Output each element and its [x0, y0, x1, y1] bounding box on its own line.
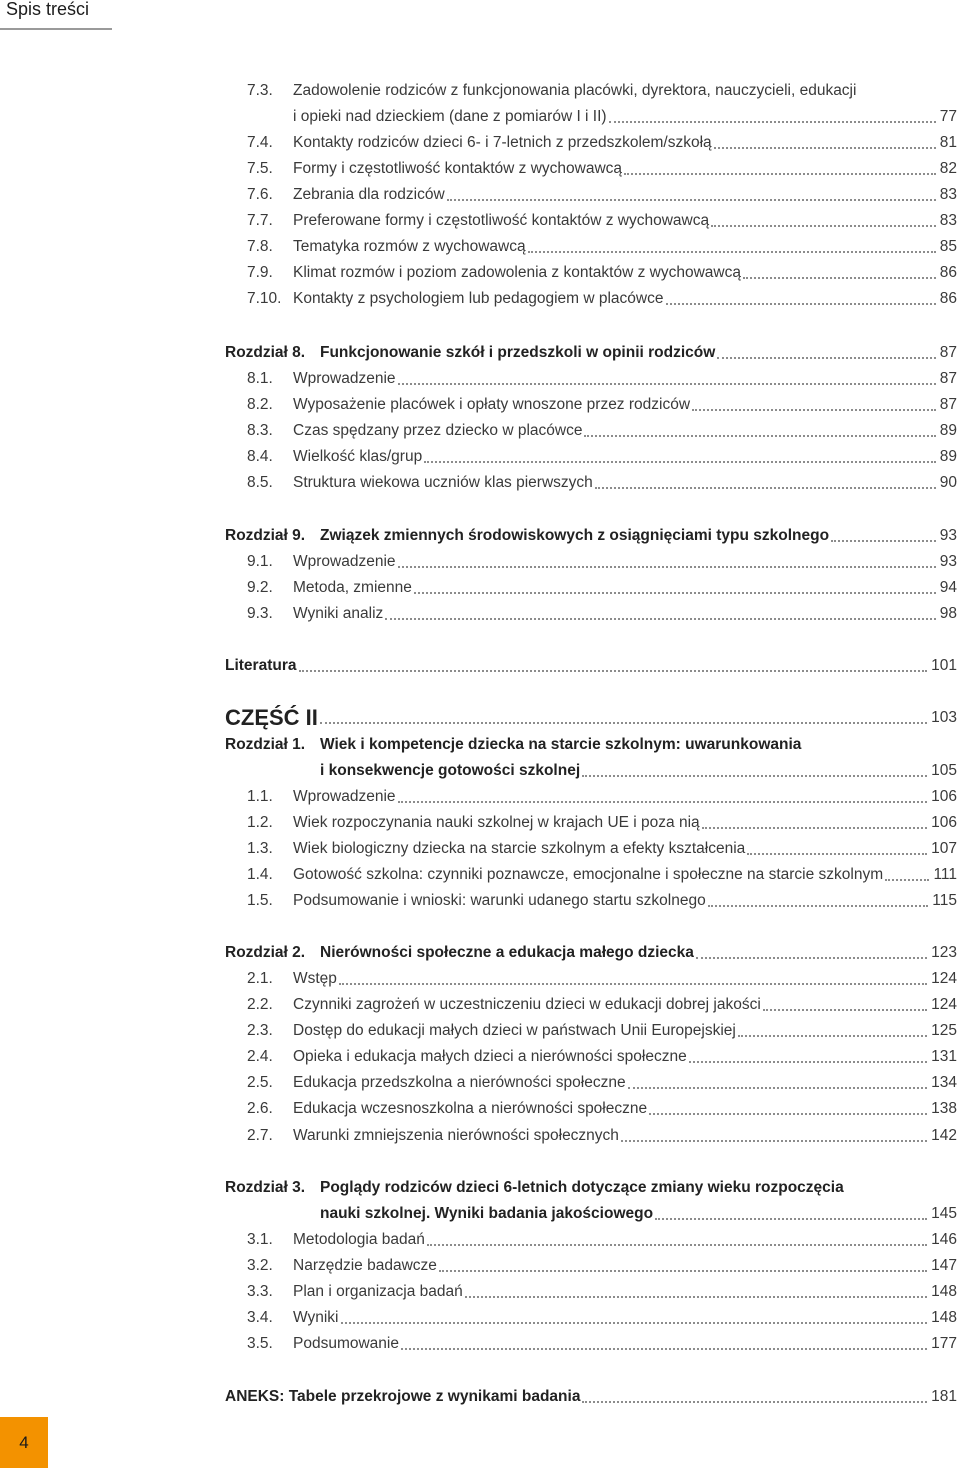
toc-page-number: 107: [931, 840, 957, 857]
header-title: Spis treści: [6, 0, 90, 19]
toc-page-number: 89: [939, 422, 957, 439]
dot-leader: [414, 591, 936, 594]
dot-leader: [747, 852, 927, 855]
toc-number: 9.3.: [247, 605, 273, 622]
toc-page-number: 103: [931, 709, 957, 726]
toc-title: Podsumowanie i wnioski: warunki udanego startu szkolnego: [293, 892, 706, 909]
toc-number: 3.4.: [247, 1309, 273, 1326]
dot-leader: [714, 146, 936, 149]
toc-section-row: [247, 204, 957, 230]
toc-title: Czas spędzany przez dziecko w placówce: [293, 422, 583, 439]
dot-leader: [609, 120, 936, 123]
toc-number: 1.2.: [247, 814, 273, 831]
toc-section-row: [247, 545, 957, 571]
toc-section-row: [247, 858, 957, 884]
dot-leader: [584, 434, 935, 437]
toc-section-row: [247, 1249, 957, 1275]
toc-title: Podsumowanie: [293, 1335, 399, 1352]
toc-page-number: 124: [931, 996, 957, 1013]
toc-page-number: 177: [931, 1335, 957, 1352]
toc-title: Wiek i kompetencje dziecka na starcie szkolnym: uwarunkowania: [320, 736, 802, 753]
toc-number: 8.1.: [247, 370, 273, 387]
toc-section-row: [247, 1014, 957, 1040]
toc-number: 3.2.: [247, 1257, 273, 1274]
toc-title-continuation: nauki szkolnej. Wyniki badania jakościowego: [320, 1205, 654, 1222]
dot-leader: [763, 1008, 927, 1011]
toc-number: 1.4.: [247, 866, 273, 883]
toc-title: Związek zmiennych środowiskowych z osiągnięciami typu szkolnego: [320, 527, 830, 544]
toc-number: 7.5.: [247, 160, 273, 177]
toc-page-number: 90: [939, 474, 957, 491]
toc-section-row: [247, 152, 957, 178]
toc-title: Literatura: [225, 657, 297, 674]
dot-leader: [711, 224, 936, 227]
toc-title: CZĘŚĆ II: [225, 705, 318, 730]
toc-number: Rozdział 2.: [225, 944, 306, 961]
toc-title: Preferowane formy i częstotliwość kontaktów z wychowawcą: [293, 212, 710, 229]
toc-chapter-row: [225, 1171, 957, 1197]
toc-section-row: [247, 988, 957, 1014]
toc-page-number: 82: [939, 160, 957, 177]
toc-number: 9.2.: [247, 579, 273, 596]
toc-title: Dostęp do edukacji małych dzieci w państwach Unii Europejskiej: [293, 1022, 736, 1039]
toc-section-row: [293, 100, 957, 126]
toc-section-row: [247, 414, 957, 440]
toc-title: Kontakty rodziców dzieci 6- i 7-letnich z przedszkolem/szkołą: [293, 134, 712, 151]
dot-leader: [624, 172, 936, 175]
toc-section-row: [247, 178, 957, 204]
dot-leader: [465, 1295, 927, 1298]
toc-title: Klimat rozmów i poziom zadowolenia z kontaktów z wychowawcą: [293, 264, 741, 281]
dot-leader: [621, 1139, 927, 1142]
toc-page-number: 106: [931, 788, 957, 805]
toc-number: Rozdział 8.: [225, 344, 306, 361]
toc-number: 2.1.: [247, 970, 273, 987]
toc-page-number: 83: [939, 212, 957, 229]
toc-chapter-row: [225, 336, 957, 362]
toc-title: Edukacja wczesnoszkolna a nierówności społeczne: [293, 1100, 648, 1117]
toc-number: 7.10.: [247, 290, 282, 307]
toc-number: 7.9.: [247, 264, 273, 281]
toc-number: 8.5.: [247, 474, 273, 491]
toc-section-row: [247, 230, 957, 256]
toc-number: 8.2.: [247, 396, 273, 413]
dot-leader: [427, 1243, 927, 1246]
toc-page-number: 147: [931, 1257, 957, 1274]
toc-chapter-row: [225, 936, 957, 962]
toc-section-row: [247, 126, 957, 152]
dot-leader: [582, 1400, 927, 1403]
toc-title: Plan i organizacja badań: [293, 1283, 463, 1300]
toc-section-row: [247, 1301, 957, 1327]
toc-section-row: [247, 388, 957, 414]
dot-leader: [320, 721, 927, 724]
toc-title: Tematyka rozmów z wychowawcą: [293, 238, 526, 255]
toc-section-row: [247, 466, 957, 492]
toc-section-row: [247, 1327, 957, 1353]
header-rule: [0, 28, 112, 30]
dot-leader: [649, 1112, 927, 1115]
dot-leader: [702, 826, 927, 829]
dot-leader: [738, 1034, 927, 1037]
toc-number: 7.3.: [247, 82, 273, 99]
toc-number: 7.8.: [247, 238, 273, 255]
toc-title-continuation: i opieki nad dzieckiem (dane z pomiarów I i II): [293, 108, 607, 125]
dot-leader: [666, 302, 936, 305]
toc-section-row: [247, 832, 957, 858]
toc-title: Poglądy rodziców dzieci 6-letnich dotyczące zmiany wieku rozpoczęcia: [320, 1179, 844, 1196]
toc-title: Funkcjonowanie szkół i przedszkoli w opinii rodziców: [320, 344, 716, 361]
page-number-box: [0, 1417, 48, 1468]
toc-page-number: 105: [931, 762, 957, 779]
toc-title: Opieka i edukacja małych dzieci a nierówności społeczne: [293, 1048, 687, 1065]
toc-number: 8.3.: [247, 422, 273, 439]
toc-section-row: [247, 806, 957, 832]
toc-number: 9.1.: [247, 553, 273, 570]
toc-chapter-row: [225, 728, 957, 754]
toc-title: ANEKS: Tabele przekrojowe z wynikami badania: [225, 1388, 581, 1405]
toc-number: 7.6.: [247, 186, 273, 203]
toc-title: Struktura wiekowa uczniów klas pierwszych: [293, 474, 593, 491]
toc-page-number: 145: [931, 1205, 957, 1222]
dot-leader: [398, 800, 928, 803]
toc-page-number: 148: [931, 1309, 957, 1326]
toc-title: Wprowadzenie: [293, 370, 396, 387]
toc-page-number: 77: [939, 108, 957, 125]
toc-title: Wyniki analiz: [293, 605, 384, 622]
toc-page-number: 87: [939, 396, 957, 413]
toc-number: 2.6.: [247, 1100, 273, 1117]
dot-leader: [439, 1269, 927, 1272]
toc-number: 1.5.: [247, 892, 273, 909]
toc-section-row: [247, 1275, 957, 1301]
toc-number: 2.7.: [247, 1127, 273, 1144]
toc-page-number: 138: [931, 1100, 957, 1117]
toc-number: 7.4.: [247, 134, 273, 151]
toc-title: Nierówności społeczne a edukacja małego dziecka: [320, 944, 694, 961]
dot-leader: [708, 904, 929, 907]
dot-leader: [628, 1086, 928, 1089]
toc-page-number: 131: [931, 1048, 957, 1065]
toc-title: Metodologia badań: [293, 1231, 425, 1248]
dot-leader: [743, 276, 936, 279]
toc-title: Narzędzie badawcze: [293, 1257, 437, 1274]
toc-page-number: 115: [932, 892, 957, 909]
dot-leader: [831, 539, 936, 542]
toc-title: Wyposażenie placówek i opłaty wnoszone przez rodziców: [293, 396, 691, 413]
toc-page-number: 146: [931, 1231, 957, 1248]
toc-title: Wiek biologiczny dziecka na starcie szkolnym a efekty kształcenia: [293, 840, 746, 857]
toc-title: Formy i częstotliwość kontaktów z wychowawcą: [293, 160, 623, 177]
toc-number: 2.2.: [247, 996, 273, 1013]
toc-number: Rozdział 1.: [225, 736, 306, 753]
toc-title: Gotowość szkolna: czynniki poznawcze, emocjonalne i społeczne na starcie szkolnym: [293, 866, 884, 883]
toc-page-number: 98: [939, 605, 957, 622]
page-number: 4: [19, 1432, 29, 1452]
dot-leader: [692, 408, 936, 411]
toc-title: Edukacja przedszkolna a nierówności społeczne: [293, 1074, 626, 1091]
toc-number: 1.1.: [247, 788, 273, 805]
toc-number: Rozdział 9.: [225, 527, 306, 544]
dot-leader: [299, 669, 928, 672]
toc-page-number: 148: [931, 1283, 957, 1300]
toc-section-row: [247, 282, 957, 308]
toc-page-number: 93: [939, 553, 957, 570]
toc-page-number: 87: [939, 344, 957, 361]
toc-number: 7.7.: [247, 212, 273, 229]
toc-page-number: 86: [939, 290, 957, 307]
toc-page-number: 106: [931, 814, 957, 831]
toc-number: Rozdział 3.: [225, 1179, 306, 1196]
toc-page-number: 89: [939, 448, 957, 465]
toc-number: 3.3.: [247, 1283, 273, 1300]
dot-leader: [696, 956, 927, 959]
toc-title: Zadowolenie rodziców z funkcjonowania placówki, dyrektora, nauczycieli, edukacji: [293, 82, 857, 99]
toc-page-number: 123: [931, 944, 957, 961]
toc-number: 2.3.: [247, 1022, 273, 1039]
dot-leader: [717, 356, 935, 359]
toc-title: Zebrania dla rodziców: [293, 186, 445, 203]
dot-leader: [401, 1347, 927, 1350]
toc-section-row: [247, 571, 957, 597]
toc-page-number: 83: [939, 186, 957, 203]
dot-leader: [341, 1321, 928, 1324]
toc-page-number: 101: [931, 657, 957, 674]
toc-title: Czynniki zagrożeń w uczestniczeniu dzieci w edukacji dobrej jakości: [293, 996, 761, 1013]
toc-title: Wprowadzenie: [293, 553, 396, 570]
toc-number: 3.1.: [247, 1231, 273, 1248]
toc-page-number: 81: [939, 134, 957, 151]
dot-leader: [398, 382, 936, 385]
toc-section-row: [247, 362, 957, 388]
toc-chapter-row: [320, 1197, 957, 1223]
dot-leader: [885, 878, 929, 881]
toc-heading-row: [225, 1380, 957, 1406]
toc-number: 1.3.: [247, 840, 273, 857]
toc-number: 2.4.: [247, 1048, 273, 1065]
toc-page-number: 86: [939, 264, 957, 281]
toc-section-row: [247, 962, 957, 988]
toc-section-row: [247, 1066, 957, 1092]
toc-section-row: [247, 1119, 957, 1145]
toc-heading-row: [225, 649, 957, 675]
toc-title: Metoda, zmienne: [293, 579, 412, 596]
toc-title: Wielkość klas/grup: [293, 448, 423, 465]
toc-chapter-row: [225, 519, 957, 545]
toc-page-number: 87: [939, 370, 957, 387]
toc-heading-row: [225, 701, 957, 730]
dot-leader: [447, 198, 936, 201]
toc-section-row: [247, 780, 957, 806]
toc-title-continuation: i konsekwencje gotowości szkolnej: [320, 762, 581, 779]
dot-leader: [385, 617, 935, 620]
toc-title: Kontakty z psychologiem lub pedagogiem w placówce: [293, 290, 664, 307]
toc-page-number: 181: [931, 1388, 957, 1405]
toc-section-row: [247, 74, 957, 100]
toc-chapter-row: [320, 754, 957, 780]
dot-leader: [582, 774, 927, 777]
toc-section-row: [247, 1040, 957, 1066]
dot-leader: [689, 1060, 927, 1063]
dot-leader: [424, 460, 936, 463]
toc-section-row: [247, 256, 957, 282]
toc-page-number: 124: [931, 970, 957, 987]
toc-page-number: 134: [931, 1074, 957, 1091]
toc-section-row: [247, 1092, 957, 1118]
toc-section-row: [247, 884, 957, 910]
toc-page-number: 85: [939, 238, 957, 255]
toc-section-row: [247, 597, 957, 623]
toc-title: Wstęp: [293, 970, 337, 987]
toc-page-number: 142: [931, 1127, 957, 1144]
toc-title: Warunki zmniejszenia nierówności społecznych: [293, 1127, 619, 1144]
dot-leader: [595, 486, 936, 489]
toc-title: Wprowadzenie: [293, 788, 396, 805]
toc-page-number: 94: [939, 579, 957, 596]
dot-leader: [655, 1217, 927, 1220]
toc-page-number: 93: [939, 527, 957, 544]
toc-title: Wyniki: [293, 1309, 339, 1326]
toc-title: Wiek rozpoczynania nauki szkolnej w krajach UE i poza nią: [293, 814, 700, 831]
dot-leader: [528, 250, 936, 253]
dot-leader: [339, 982, 927, 985]
toc-page-number: 125: [931, 1022, 957, 1039]
toc-page-number: 111: [933, 866, 957, 883]
dot-leader: [398, 565, 936, 568]
toc-number: 8.4.: [247, 448, 273, 465]
toc-section-row: [247, 1223, 957, 1249]
toc-number: 2.5.: [247, 1074, 273, 1091]
toc-number: 3.5.: [247, 1335, 273, 1352]
toc-section-row: [247, 440, 957, 466]
